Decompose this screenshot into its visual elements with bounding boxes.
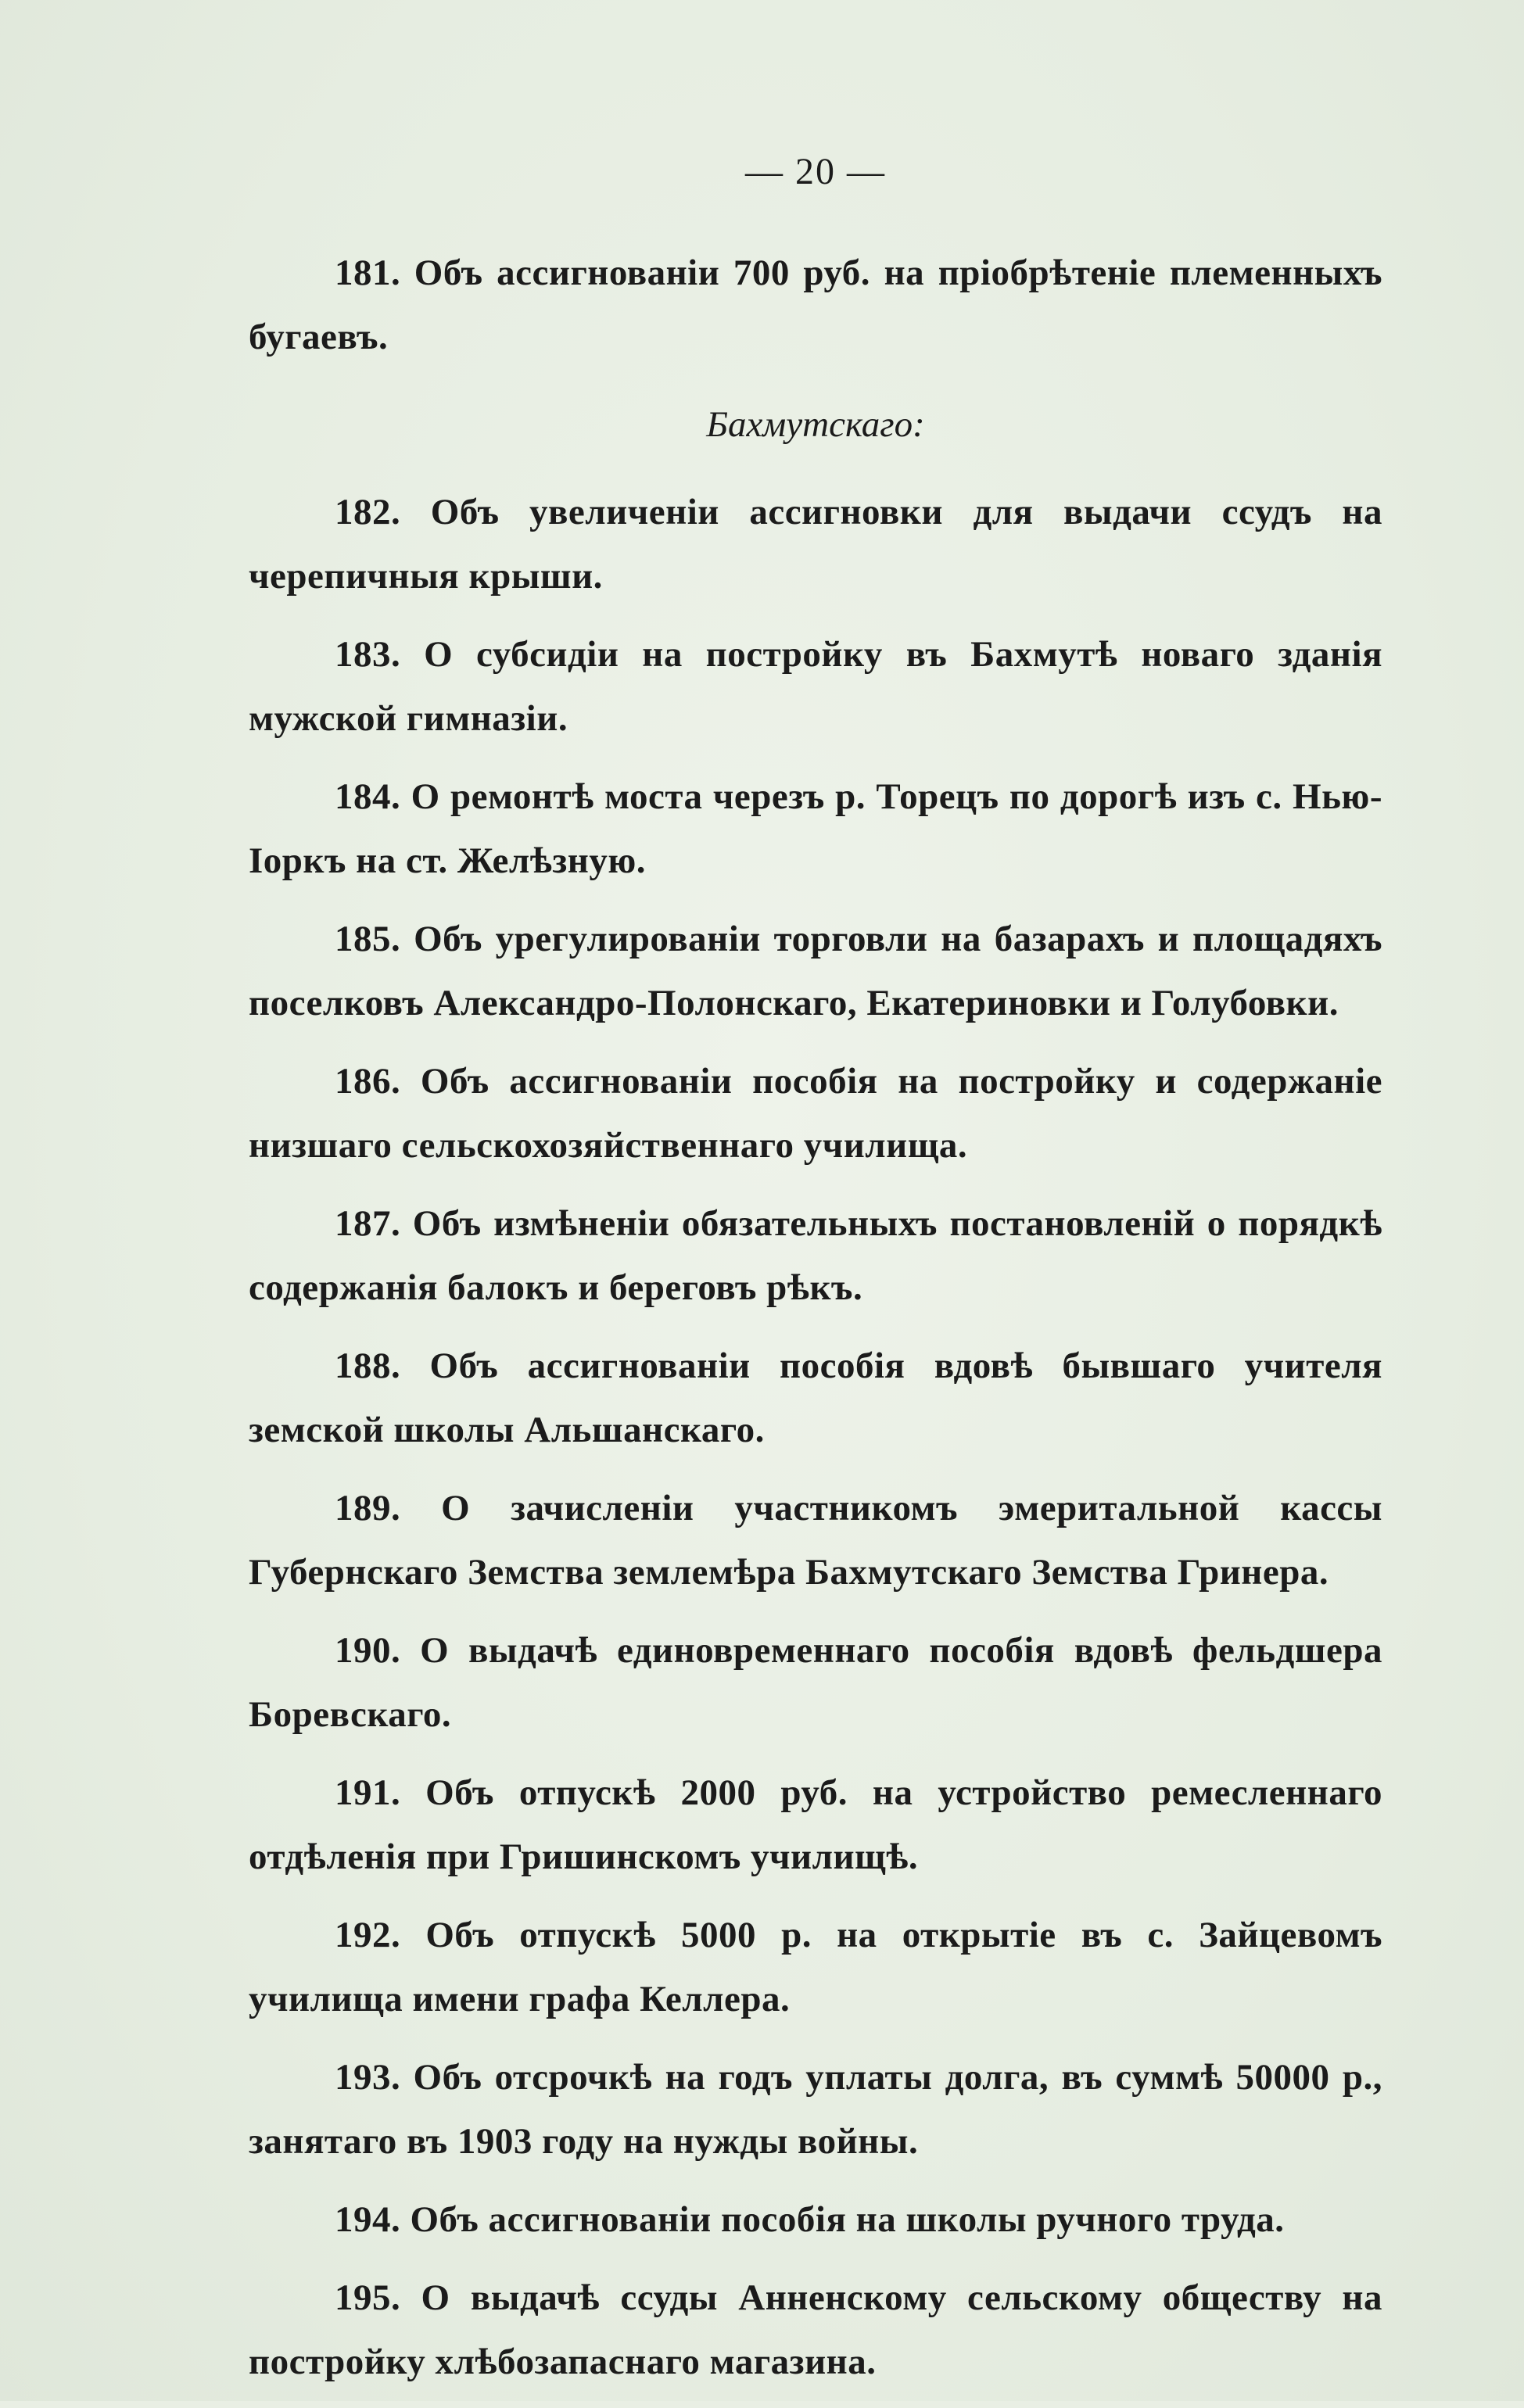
text-column [249, 149, 1382, 2408]
item-192: 192. Объ отпускѣ 5000 р. на открытіе въ с. Зайцевомъ училища имени графа Келлера. [249, 1915, 1382, 2019]
item-185: 185. Объ урегулированіи торговли на базарахъ и площадяхъ поселковъ Александро-Полонскаго, Екатериновки и Голубовки. [249, 919, 1382, 1023]
item-182: 182. Объ увеличеніи ассигновки для выдачи ссудъ на черепичныя крыши. [249, 492, 1382, 597]
item-190: 190. О выдачѣ единовременнаго пособія вдовѣ фельдшера Боревскаго. [249, 1630, 1382, 1735]
item-191: 191. Объ отпускѣ 2000 руб. на устройство ремесленнаго отдѣленія при Гришинскомъ училищѣ. [249, 1772, 1382, 1877]
item-195: 195. О выдачѣ ссуды Анненскому сельскому обществу на постройку хлѣбозапаснаго магазина. [249, 2277, 1382, 2382]
item-187: 187. Объ измѣненіи обязательныхъ постановленій о порядкѣ содержанія балокъ и береговъ рѣкъ. [249, 1203, 1382, 1308]
item-189: 189. О зачисленіи участникомъ эмеритальной кассы Губернскаго Земства землемѣра Бахмутскаго Земства Гринера. [249, 1488, 1382, 1593]
page-number: — 20 — [745, 151, 886, 192]
item-194: 194. Объ ассигнованіи пособія на школы ручного труда. [335, 2199, 1285, 2240]
item-188: 188. Объ ассигнованіи пособія вдовѣ бывшаго учителя земской школы Альшанскаго. [249, 1346, 1382, 1450]
item-181: 181. Объ ассигнованіи 700 руб. на пріобрѣтеніе племенныхъ бугаевъ. [249, 253, 1382, 357]
item-186: 186. Объ ассигнованіи пособія на постройку и содержаніе низшаго сельскохозяйственнаго училища. [249, 1061, 1382, 1166]
item-193: 193. Объ отсрочкѣ на годъ уплаты долга, въ суммѣ 50000 р., занятаго въ 1903 году на нужды войны. [249, 2057, 1382, 2162]
section-title-bakhmut: Бахмутскаго: [706, 404, 925, 445]
item-183: 183. О субсидіи на постройку въ Бахмутѣ новаго зданія мужской гимназіи. [249, 634, 1382, 739]
item-184: 184. О ремонтѣ моста черезъ р. Торецъ по дорогѣ изъ с. Нью-Іоркъ на ст. Желѣзную. [249, 776, 1382, 881]
